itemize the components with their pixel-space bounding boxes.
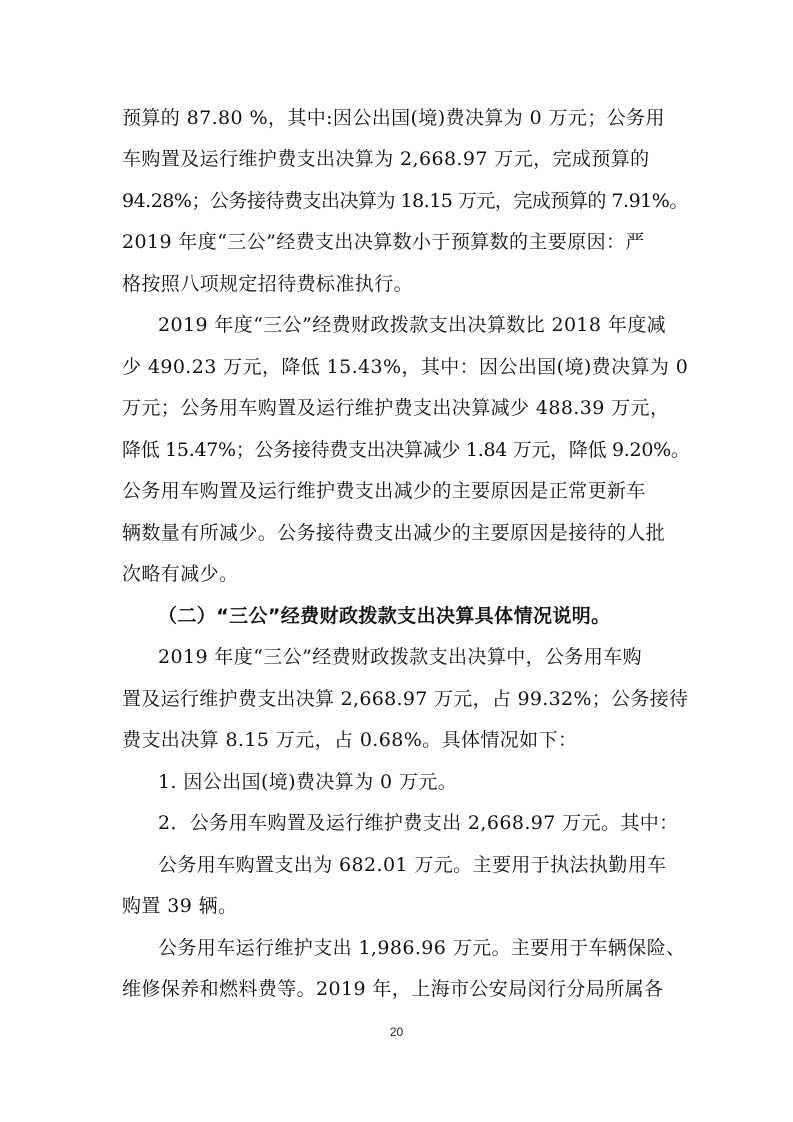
section-heading: （二）“三公”经费财政拨款支出决算具体情况说明。 [158, 605, 611, 627]
paragraph-line: 辆数量有所减少。公务接待费支出减少的主要原因是接待的人批 [122, 522, 666, 544]
paragraph-line: 购置 39 辆。 [122, 895, 238, 917]
paragraph-line: 2019 年度“三公”经费支出决算数小于预算数的主要原因：严 [122, 231, 645, 253]
paragraph-line: 公务用车运行维护支出 1,986.96 万元。主要用于车辆保险、 [158, 937, 686, 959]
page-number: 20 [389, 1025, 404, 1039]
paragraph-line: 94.28%；公务接待费支出决算为 18.15 万元，完成预算的 7.91%。 [122, 190, 688, 212]
paragraph-line: 公务用车购置及运行维护费支出减少的主要原因是正常更新车 [122, 480, 646, 502]
paragraph-line: 2019 年度“三公”经费财政拨款支出决算数比 2018 年度减 [158, 314, 667, 336]
list-item: 2．公务用车购置及运行维护费支出 2,668.97 万元。其中： [158, 812, 679, 834]
paragraph-line: 维修保养和燃料费等。2019 年，上海市公安局闵行分局所属各 [122, 978, 664, 1000]
paragraph-line: 车购置及运行维护费支出决算为 2,668.97 万元，完成预算的 [122, 148, 650, 170]
paragraph-line: 少 490.23 万元，降低 15.43%，其中：因公出国(境)费决算为 0 [122, 356, 689, 378]
paragraph-line: 降低 15.47%；公务接待费支出决算减少 1.84 万元，降低 9.20%。 [122, 439, 690, 461]
paragraph-line: 预算的 87.80 %，其中:因公出国(境)费决算为 0 万元；公务用 [122, 107, 665, 129]
paragraph-line: 2019 年度“三公”经费财政拨款支出决算中，公务用车购 [158, 646, 643, 668]
paragraph-line: 格按照八项规定招待费标准执行。 [122, 273, 414, 295]
list-item: 1. 因公出国(境)费决算为 0 万元。 [158, 771, 458, 793]
paragraph-line: 置及运行维护费支出决算 2,668.97 万元，占 99.32%；公务接待 [122, 688, 689, 710]
paragraph-line: 次略有减少。 [122, 563, 239, 585]
paragraph-line: 万元；公务用车购置及运行维护费支出决算减少 488.39 万元， [122, 397, 670, 419]
paragraph-line: 公务用车购置支出为 682.01 万元。主要用于执法执勤用车 [158, 854, 667, 876]
paragraph-line: 费支出决算 8.15 万元，占 0.68%。具体情况如下： [122, 729, 578, 751]
